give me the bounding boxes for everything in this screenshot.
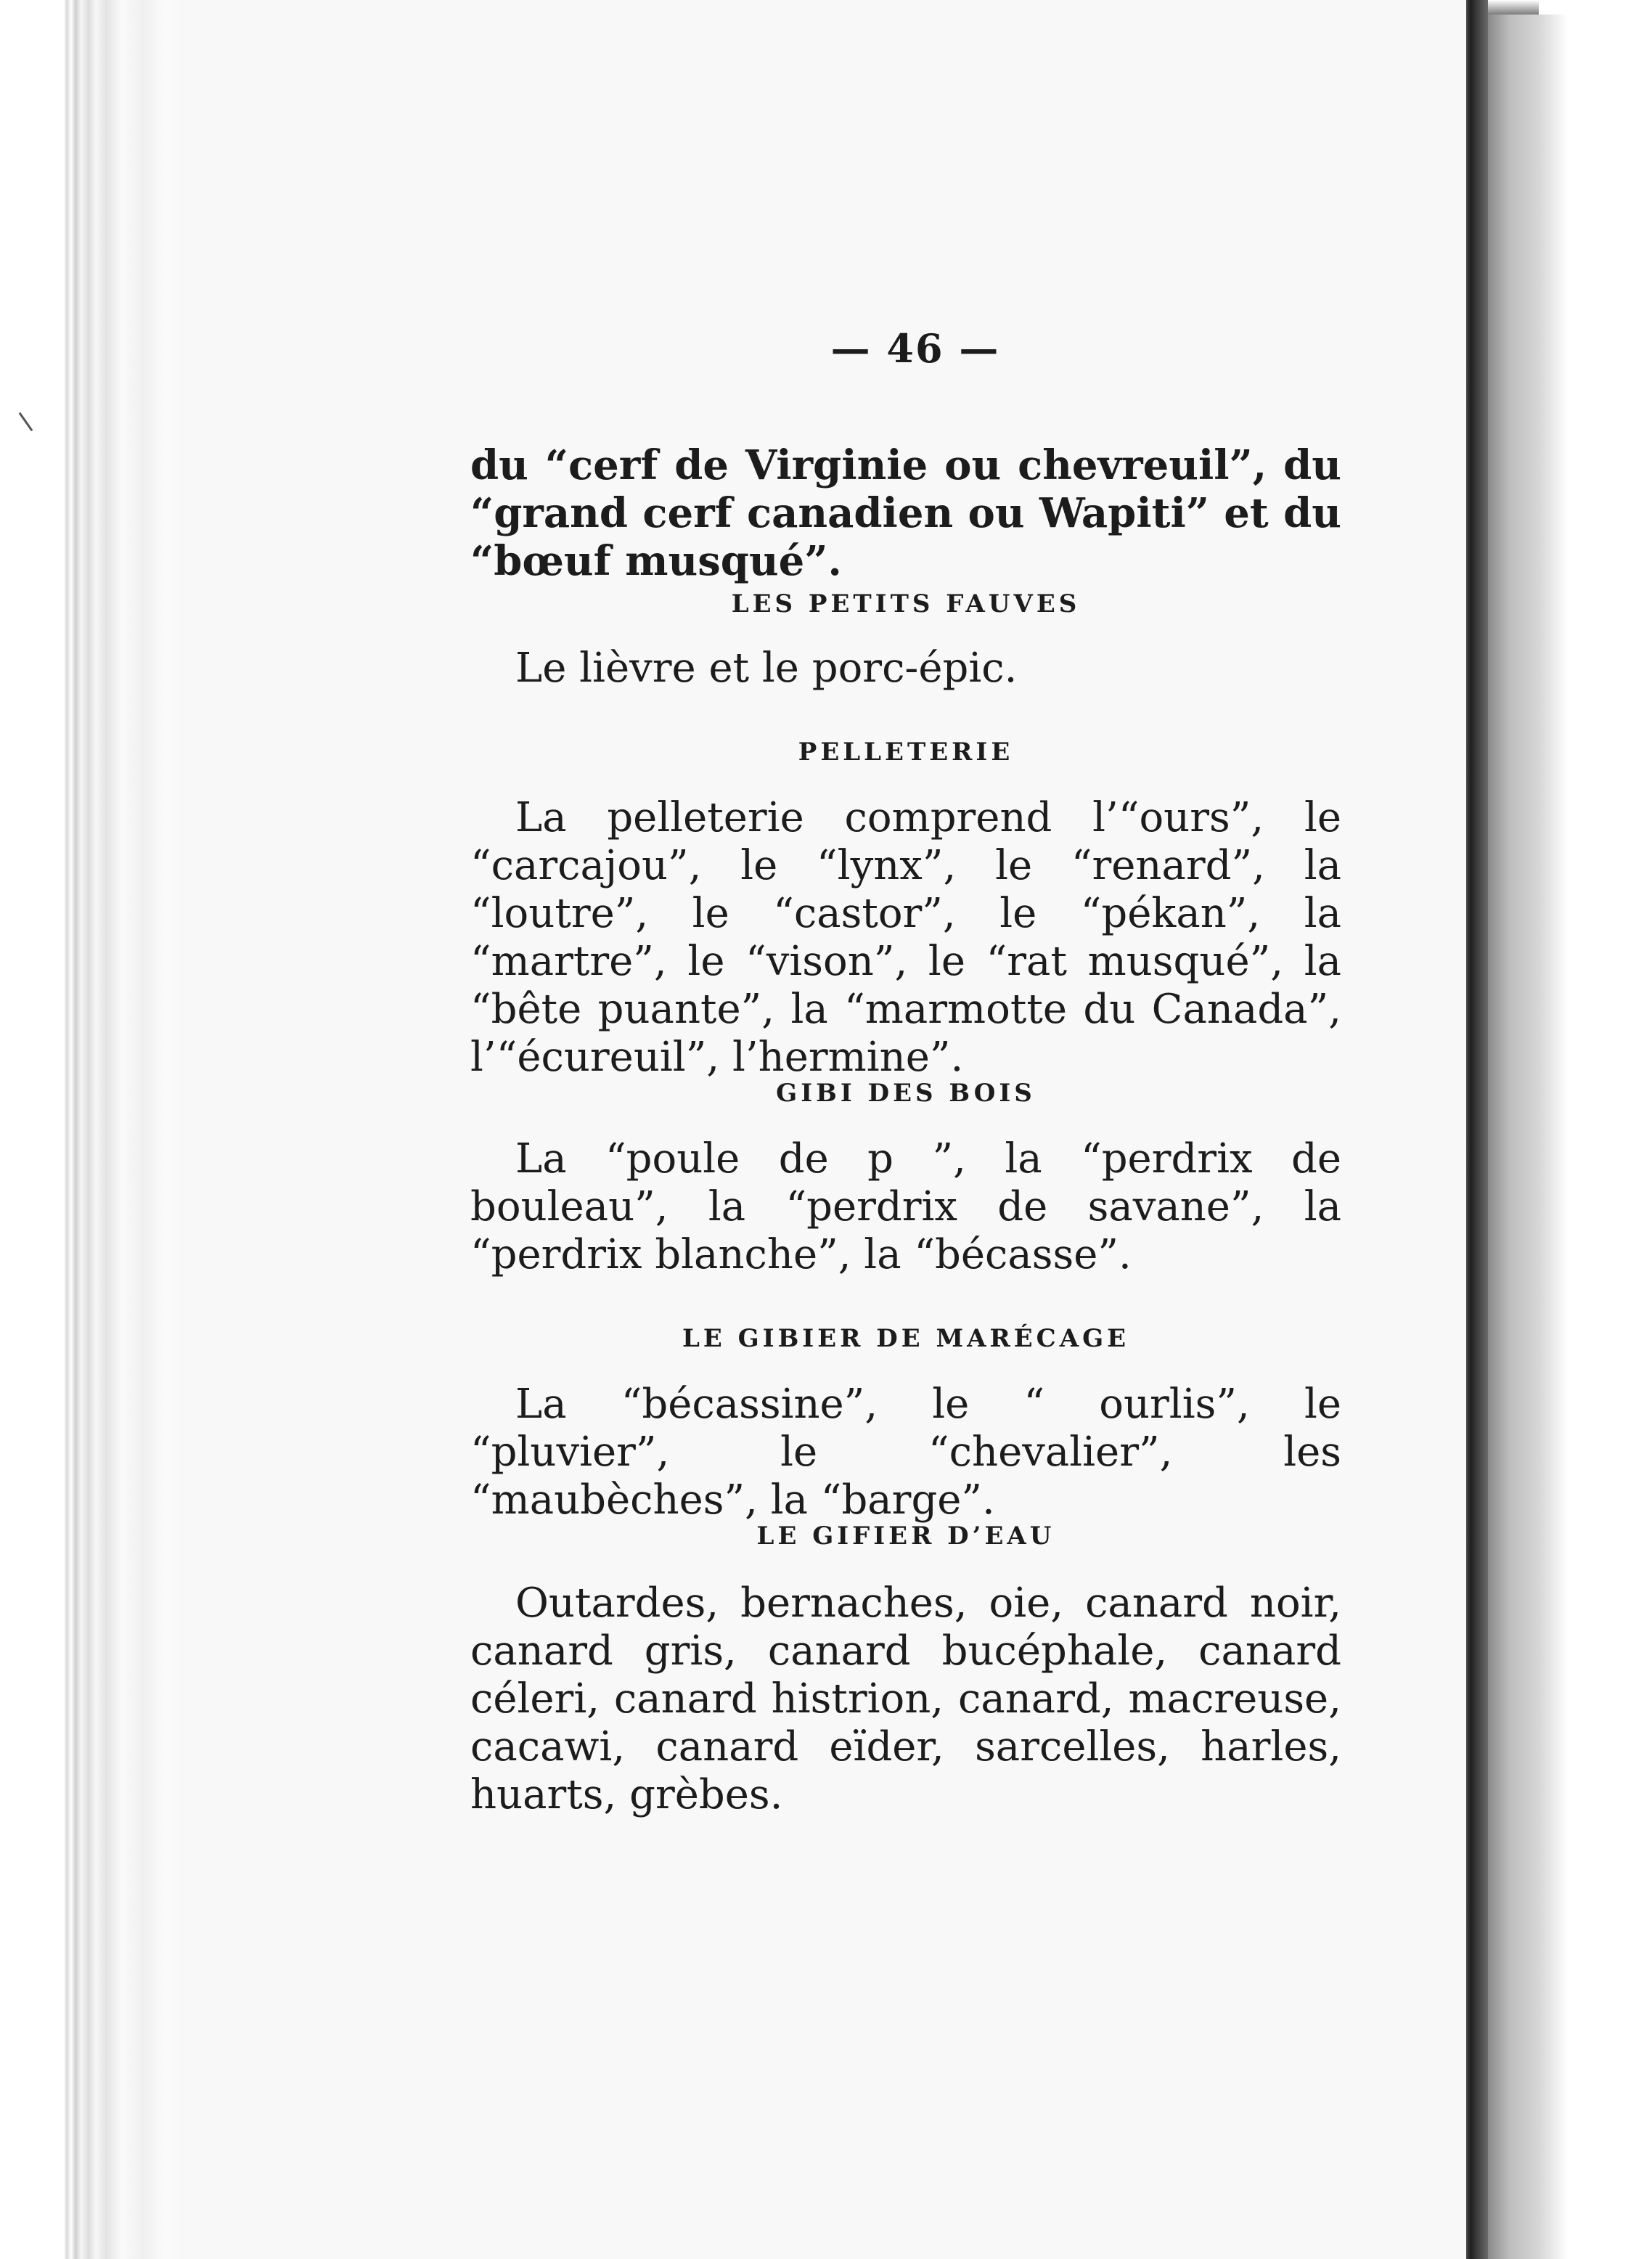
page-number: — 46 —: [830, 325, 1000, 372]
section-text-pelleterie: La pelleterie comprend l’“ours”, le “carcajou”, le “lynx”, le “renard”, la “loutre”, le “castor”, le “pékan”, la “martre”, le “vison”, le “rat musqué”, la “bête puante”, la “marmotte du Canada”, l’“écureuil”, l’hermine”.: [470, 794, 1341, 1081]
scan-mark: [19, 412, 33, 431]
section-heading-pelleterie: PELLETERIE: [798, 738, 1014, 767]
section-text-marecage: La “bécassine”, le “ ourlis”, le “pluvier”, le “chevalier”, les “maubèches”, la “barge”.: [470, 1381, 1341, 1524]
section-text-petits-fauves: Le lièvre et le porc-épic.: [515, 645, 1018, 692]
section-heading-marecage: LE GIBIER DE MARÉCAGE: [682, 1324, 1130, 1353]
section-heading-gibier-eau: LE GIFIER D’EAU: [756, 1521, 1055, 1551]
section-text-gibier-eau: Outardes, bernaches, oie, canard noir, canard gris, canard bucéphale, canard céleri, canard histrion, canard, macreuse, cacawi, canard eïder, sarcelles, harles, huarts, grèbes.: [470, 1580, 1341, 1818]
section-heading-gibier-des-bois: GIBI DES BOIS: [776, 1079, 1036, 1108]
section-heading-petits-fauves: LES PETITS FAUVES: [731, 589, 1081, 618]
section-text-gibier-des-bois: La “poule de p ”, la “perdrix de bouleau”, la “perdrix de savane”, la “perdrix blanche”, la “bécasse”.: [470, 1135, 1341, 1278]
intro-paragraph-text: du “cerf de Virginie ou chevreuil”, du “grand cerf canadien ou Wapiti” et du “bœuf musqué”.: [470, 441, 1341, 585]
